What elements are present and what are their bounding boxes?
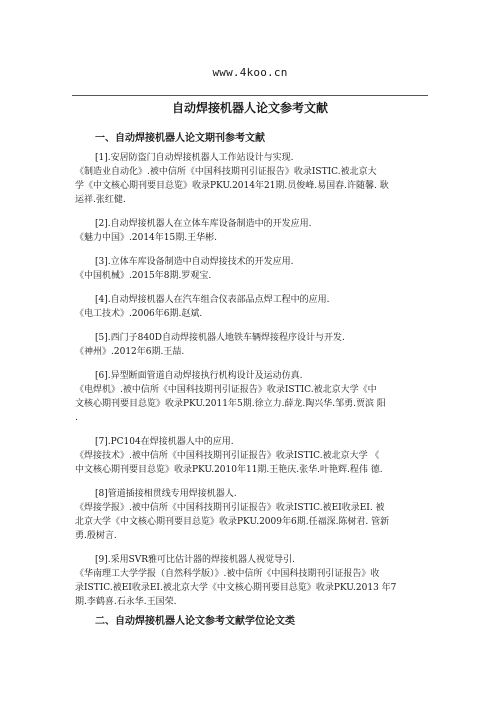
reference-item bbox=[75, 369, 435, 425]
reference-line: 《华南理工大学学报（自然科学版）》.被中信所《中国科技期刊引证报告》收 bbox=[75, 569, 380, 579]
reference-line: [6].异型断面管道自动焊接执行机构设计及运动仿真. bbox=[95, 371, 303, 381]
reference-line: 《神州》.2012年6期.王喆. bbox=[75, 347, 185, 357]
reference-line: [2].自动焊接机器人在立体车库设备制造中的开发应用. bbox=[95, 219, 312, 229]
reference-item bbox=[75, 151, 435, 207]
reference-line: [3].立体车库设备制造中自动焊接技术的开发应用. bbox=[95, 257, 294, 267]
reference-item bbox=[75, 217, 435, 245]
reference-line: 勇.殷树言. bbox=[75, 531, 117, 541]
section-heading-journals: 一、自动焊接机器人论文期刊参考文献 bbox=[95, 133, 265, 144]
reference-line: 录ISTIC.被EI收录EI.被北京大学《中文核心期刊要目总览》收录PKU.2013 年7 bbox=[75, 583, 397, 593]
reference-line: . bbox=[75, 413, 78, 423]
reference-line: 运祥.张红健. bbox=[75, 195, 126, 205]
reference-line: 学《中文核心期刊要目总览》收录PKU.2014年21期.员俊峰.易国春.许随馨. 耿 bbox=[75, 181, 389, 191]
header-divider bbox=[72, 95, 428, 96]
reference-item bbox=[75, 255, 435, 283]
section-heading-theses: 二、自动焊接机器人论文参考文献学位论文类 bbox=[95, 616, 295, 627]
reference-item bbox=[75, 293, 435, 321]
reference-item bbox=[75, 487, 435, 543]
reference-line: [7].PC104在焊接机器人中的应用. bbox=[95, 437, 234, 447]
reference-line: 北京大学《中文核心期刊要目总览》收录PKU.2009年6期.任福深.陈树君. 管新 bbox=[75, 517, 390, 527]
reference-line: 《焊接技术》.被中信所《中国科技期刊引证报告》收录ISTIC.被北京大学 《 bbox=[75, 451, 380, 461]
reference-line: [5].西门子840D自动焊接机器人地铁车辆焊接程序设计与开发. bbox=[95, 333, 345, 343]
reference-line: 《中国机械》.2015年8期.罗观宝. bbox=[75, 271, 212, 281]
reference-line: 《制造业自动化》.被中信所《中国科技期刊引证报告》收录ISTIC.被北京大 bbox=[75, 167, 377, 177]
reference-line: 《电工技术》.2006年6期.赵斌. bbox=[75, 309, 203, 319]
reference-line: 《电焊机》.被中信所《中国科技期刊引证报告》收录ISTIC.被北京大学《中 bbox=[75, 385, 377, 395]
reference-line: 中文核心期刊要目总览》收录PKU.2010年11期.王艳庆.张华.叶艳辉.程伟 德. bbox=[75, 465, 383, 475]
reference-line: 《焊接学报》.被中信所《中国科技期刊引证报告》收录ISTIC.被EI收录EI. 被 bbox=[75, 503, 385, 513]
reference-line: [8]管道插接相贯线专用焊接机器人. bbox=[95, 489, 237, 499]
reference-line: [4].自动焊接机器人在汽车组合仪表部品点焊工程中的应用. bbox=[95, 295, 330, 305]
reference-item bbox=[75, 331, 435, 359]
reference-line: 文核心期刊要目总览》收录PKU.2011年5期.徐立力.薛龙.陶兴华.邹勇.贾滨 阳 bbox=[75, 399, 386, 409]
reference-item bbox=[75, 553, 435, 609]
site-url: www.4koo.cn bbox=[212, 66, 288, 79]
reference-line: 期.李鹤喜.石永华.王国荣. bbox=[75, 597, 177, 607]
page-title: 自动焊接机器人论文参考文献 bbox=[171, 101, 328, 115]
reference-line: [9].采用SVR雅可比估计器的焊接机器人视觉导引. bbox=[95, 555, 295, 565]
reference-line: 《魅力中国》.2014年15期.王华彬. bbox=[75, 233, 217, 243]
reference-line: [1].安居防盗门自动焊接机器人工作站设计与实现. bbox=[95, 153, 294, 163]
reference-item bbox=[75, 435, 435, 477]
reference-list bbox=[75, 151, 435, 619]
